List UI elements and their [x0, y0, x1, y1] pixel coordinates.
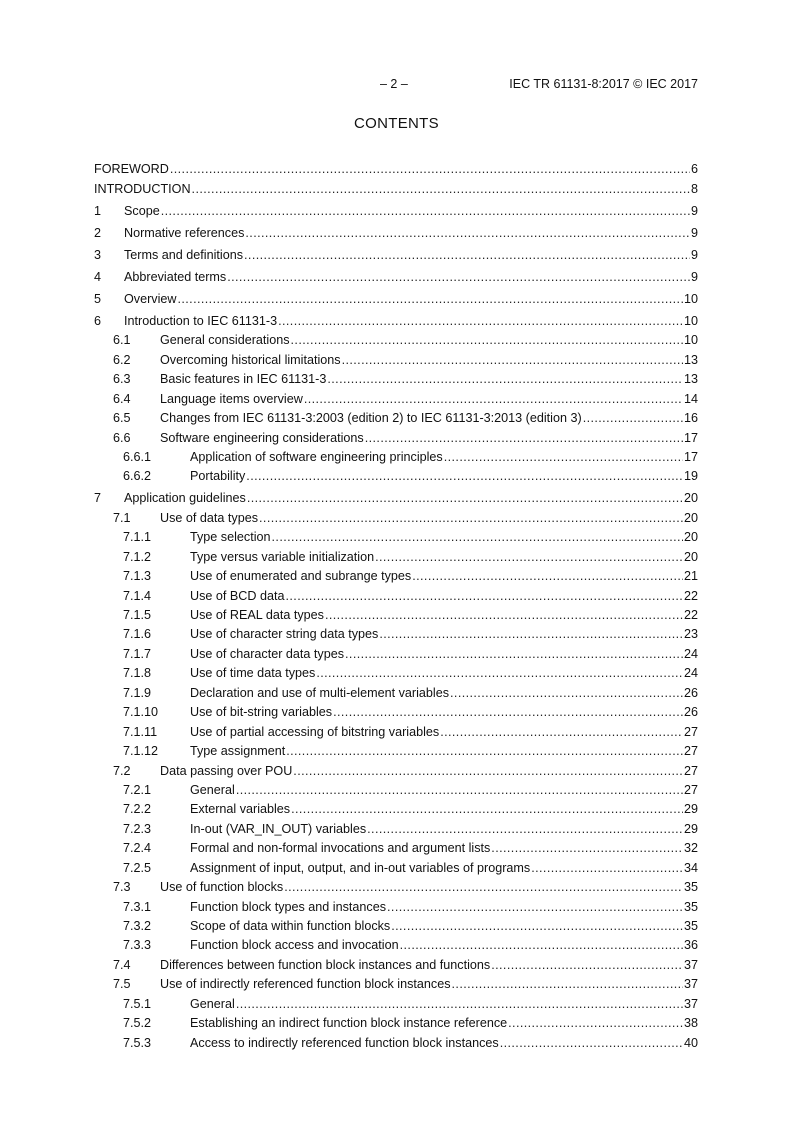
toc-entry-title: Use of indirectly referenced function block instances	[160, 977, 451, 992]
toc-entry-number: 6.6	[113, 430, 131, 445]
toc-entry-number: 7.2.1	[123, 782, 152, 797]
dot-leader	[161, 204, 690, 219]
dot-leader	[304, 392, 683, 407]
toc-entry-title: Abbreviated terms	[124, 269, 227, 284]
toc-entry[interactable]	[94, 565, 698, 584]
toc-entry-page: 22	[683, 608, 698, 622]
toc-entry-number: 6.5	[113, 411, 131, 426]
toc-entry-title: Software engineering considerations	[160, 430, 364, 445]
toc-entry[interactable]	[94, 623, 698, 642]
toc-entry-page: 21	[683, 569, 698, 584]
toc-entry-page: 36	[683, 938, 698, 953]
dot-leader	[400, 938, 683, 953]
dot-leader	[531, 861, 683, 876]
toc-entry[interactable]	[94, 662, 698, 681]
toc-entry-number: 6.3	[113, 372, 131, 387]
toc-entry-number: 7.1.7	[123, 646, 152, 661]
toc-entry-number: 7.1.12	[123, 744, 159, 759]
toc-entry-title: Scope	[124, 203, 160, 218]
toc-entry-title: Differences between function block instances and functions	[160, 957, 491, 972]
toc-entry-title: Assignment of input, output, and in-out variables of programs	[190, 860, 531, 875]
toc-entry-title: Use of data types	[160, 510, 259, 525]
toc-entry-page: 17	[683, 430, 698, 445]
toc-entry[interactable]	[94, 197, 698, 219]
toc-entry-page: 37	[683, 996, 698, 1011]
toc-entry-number: 7.3.2	[123, 919, 152, 933]
dot-leader	[245, 226, 690, 241]
toc-entry-number: 7.1.1	[123, 530, 152, 545]
dot-leader	[452, 977, 683, 992]
toc-entry-page: 19	[683, 469, 698, 484]
toc-entry[interactable]	[94, 329, 698, 348]
toc-entry[interactable]	[94, 701, 698, 720]
dot-leader	[365, 431, 683, 446]
toc-entry-page: 6	[690, 162, 698, 177]
toc-entry-page: 38	[683, 1016, 698, 1031]
document-reference: IEC TR 61131-8:2017 © IEC 2017	[509, 77, 698, 91]
toc-entry[interactable]	[94, 895, 698, 914]
dot-leader	[286, 744, 683, 759]
dot-leader	[259, 511, 683, 526]
toc-entry-number: 7.1.6	[123, 627, 152, 642]
toc-entry-title: Application of software engineering principles	[190, 449, 443, 464]
toc-entry-number: 7.1	[113, 510, 131, 525]
toc-entry-number: 4	[94, 269, 102, 284]
toc-entry-title: Use of character data types	[190, 646, 345, 661]
dot-leader	[192, 182, 690, 197]
toc-entry-number: 7.2.5	[123, 860, 152, 875]
toc-entry-title: Function block types and instances	[190, 899, 387, 914]
toc-entry-page: 37	[683, 957, 698, 972]
toc-entry-number: 7.2.4	[123, 841, 152, 856]
toc-entry-number: 7.5.3	[123, 1035, 152, 1050]
dot-leader	[327, 372, 683, 387]
toc-entry-page: 29	[683, 802, 698, 817]
toc-entry-page: 13	[683, 372, 698, 387]
toc-entry-title: Use of partial accessing of bitstring variables	[190, 724, 440, 739]
toc-entry-title: Portability	[190, 469, 246, 484]
toc-entry[interactable]	[94, 285, 698, 307]
toc-entry[interactable]	[94, 1012, 698, 1031]
toc-entry-title: Language items overview	[160, 391, 303, 406]
dot-leader	[367, 822, 683, 837]
toc-entry[interactable]	[94, 934, 698, 953]
toc-entry-page: 9	[690, 203, 698, 218]
toc-entry-page: 35	[683, 899, 698, 914]
toc-entry-title: Use of enumerated and subrange types	[190, 569, 412, 584]
toc-entry-page: 29	[683, 821, 698, 836]
toc-entry[interactable]	[94, 526, 698, 545]
toc-entry-number: 7.5.2	[123, 1016, 152, 1031]
toc-entry[interactable]	[94, 973, 698, 992]
dot-leader	[583, 411, 683, 426]
toc-entry-title: Use of REAL data types	[190, 608, 324, 622]
dot-leader	[246, 469, 683, 484]
dot-leader	[391, 919, 683, 934]
dot-leader	[236, 997, 683, 1012]
toc-entry-page: 16	[683, 411, 698, 426]
toc-entry-page: 9	[690, 247, 698, 262]
dot-leader	[316, 666, 683, 681]
toc-entry-page: 10	[683, 333, 698, 348]
toc-entry-page: 17	[683, 449, 698, 464]
toc-entry[interactable]	[94, 484, 698, 506]
toc-entry[interactable]	[94, 837, 698, 856]
toc-entry[interactable]	[94, 584, 698, 603]
toc-entry-title: Use of character string data types	[190, 627, 379, 642]
dot-leader	[379, 627, 683, 642]
toc-entry[interactable]	[94, 642, 698, 661]
toc-entry[interactable]	[94, 407, 698, 426]
toc-entry[interactable]	[94, 241, 698, 263]
toc-entry-title: Terms and definitions	[124, 247, 244, 262]
toc-entry-title: External variables	[190, 802, 291, 817]
toc-entry-title: Access to indirectly referenced function block instances	[190, 1035, 499, 1050]
dot-leader	[508, 1016, 683, 1031]
toc-entry-title: In-out (VAR_IN_OUT) variables	[190, 821, 367, 836]
toc-entry-number: 7.1.4	[123, 588, 152, 603]
toc-entry-title: Type versus variable initialization	[190, 549, 375, 564]
dot-leader	[325, 608, 683, 623]
toc-entry-page: 27	[683, 763, 698, 778]
dot-leader	[291, 333, 683, 348]
dot-leader	[291, 802, 683, 817]
toc-entry-title: Overview	[124, 291, 177, 306]
toc-entry-number: 6	[94, 313, 102, 328]
toc-entry-title: Application guidelines	[124, 491, 246, 506]
toc-entry-page: 9	[690, 225, 698, 240]
toc-entry-page: 27	[683, 744, 698, 759]
dot-leader	[412, 569, 683, 584]
toc-entry[interactable]	[94, 177, 698, 196]
toc-entry-page: 20	[683, 530, 698, 545]
toc-entry-page: 24	[683, 646, 698, 661]
toc-entry-title: Function block access and invocation	[190, 938, 399, 953]
dot-leader	[387, 900, 683, 915]
toc-entry[interactable]	[94, 856, 698, 875]
toc-entry-title: General	[190, 782, 235, 797]
toc-entry-number: 7.3.1	[123, 899, 152, 914]
toc-entry-number: 7.4	[113, 957, 131, 972]
toc-entry[interactable]	[94, 953, 698, 972]
toc-entry[interactable]	[94, 545, 698, 564]
toc-entry-number: 6.6.1	[123, 449, 152, 464]
dot-leader	[333, 705, 683, 720]
toc-entry-page: 27	[683, 724, 698, 739]
toc-entry-title: Basic features in IEC 61131-3	[160, 372, 327, 387]
toc-entry-page: 40	[683, 1035, 698, 1050]
toc-entry[interactable]	[94, 915, 698, 934]
dot-leader	[272, 530, 683, 545]
toc-entry-title: Use of time data types	[190, 666, 316, 681]
toc-entry-number: 6.2	[113, 352, 131, 367]
dot-leader	[491, 841, 683, 856]
toc-entry-page: 8	[690, 181, 698, 196]
toc-entry-title: Formal and non-formal invocations and argument lists	[190, 841, 491, 856]
toc-entry-title: Scope of data within function blocks	[190, 919, 391, 933]
dot-leader	[247, 491, 683, 506]
toc-entry[interactable]	[94, 426, 698, 445]
toc-entry-number: 7.5.1	[123, 996, 152, 1011]
toc-entry-title: Introduction to IEC 61131-3	[124, 313, 278, 328]
toc-entry-number: 7	[94, 491, 102, 506]
toc-entry-title: Type selection	[190, 530, 271, 545]
toc-entry-page: 23	[683, 627, 698, 642]
toc-entry[interactable]	[94, 465, 698, 484]
toc-entry-page: 20	[683, 491, 698, 506]
toc-entry-page: 20	[683, 549, 698, 564]
dot-leader	[491, 958, 683, 973]
toc-entry-number: 7.1.3	[123, 569, 152, 584]
toc-entry-title: FOREWORD	[94, 162, 169, 177]
toc-entry[interactable]	[94, 219, 698, 241]
dot-leader	[345, 647, 683, 662]
toc-entry-number: 6.1	[113, 333, 131, 348]
toc-entry-number: 7.2.3	[123, 821, 152, 836]
dot-leader	[444, 450, 683, 465]
toc-entry-number: 7.2	[113, 763, 131, 778]
toc-entry-page: 32	[683, 841, 698, 856]
dot-leader	[170, 162, 690, 177]
toc-entry[interactable]	[94, 817, 698, 836]
toc-entry-number: 7.5	[113, 977, 131, 992]
toc-entry-page: 22	[683, 588, 698, 603]
dot-leader	[500, 1036, 683, 1051]
toc-entry-number: 6.6.2	[123, 469, 152, 484]
toc-entry-title: Establishing an indirect function block instance reference	[190, 1016, 508, 1031]
toc-entry-page: 37	[683, 977, 698, 992]
toc-entry[interactable]	[94, 368, 698, 387]
toc-entry-title: Use of function blocks	[160, 880, 284, 895]
dot-leader	[342, 353, 683, 368]
dot-leader	[177, 292, 683, 307]
toc-entry-page: 24	[683, 666, 698, 681]
toc-entry[interactable]	[94, 604, 698, 623]
toc-entry-number: 3	[94, 247, 102, 262]
dot-leader	[450, 686, 683, 701]
toc-entry-number: 7.1.5	[123, 608, 152, 622]
toc-entry-page: 14	[683, 391, 698, 406]
toc-entry[interactable]	[94, 876, 698, 895]
toc-entry[interactable]	[94, 506, 698, 525]
toc-entry[interactable]	[94, 759, 698, 778]
toc-entry-title: Use of bit-string variables	[190, 705, 333, 720]
dot-leader	[375, 550, 683, 565]
toc-entry-title: INTRODUCTION	[94, 181, 191, 196]
toc-entry[interactable]	[94, 1031, 698, 1050]
toc-entry-page: 13	[683, 352, 698, 367]
toc-entry-page: 9	[690, 269, 698, 284]
toc-entry-page: 26	[683, 705, 698, 720]
toc-entry[interactable]	[94, 740, 698, 759]
dot-leader	[227, 270, 690, 285]
toc-entry[interactable]	[94, 387, 698, 406]
toc-entry-number: 7.1.11	[123, 724, 158, 739]
toc-entry-page: 35	[683, 880, 698, 895]
toc-entry[interactable]	[94, 992, 698, 1011]
toc-entry-title: General considerations	[160, 333, 290, 348]
toc-entry-page: 35	[683, 919, 698, 933]
toc-entry-title: Changes from IEC 61131-3:2003 (edition 2) to IEC 61131-3:2013 (edition 3)	[160, 411, 582, 426]
toc-entry-page: 26	[683, 685, 698, 700]
toc-entry-page: 10	[683, 291, 698, 306]
contents-title: CONTENTS	[354, 115, 439, 132]
toc-entry[interactable]	[94, 158, 698, 177]
toc-entry[interactable]	[94, 446, 698, 465]
toc-entry-title: Normative references	[124, 225, 245, 240]
toc-entry[interactable]	[94, 798, 698, 817]
toc-entry-number: 7.1.10	[123, 705, 159, 720]
toc-entry[interactable]	[94, 307, 698, 329]
toc-entry-number: 7.2.2	[123, 802, 152, 817]
dot-leader	[284, 880, 683, 895]
toc-entry-page: 10	[683, 313, 698, 328]
dot-leader	[293, 764, 683, 779]
toc-entry[interactable]	[94, 681, 698, 700]
toc-entry-number: 7.3	[113, 880, 131, 895]
toc-entry-number: 7.1.8	[123, 666, 152, 681]
toc-entry-number: 7.1.2	[123, 549, 152, 564]
toc-entry-page: 34	[683, 860, 698, 875]
toc-entry-title: Use of BCD data	[190, 588, 285, 603]
toc-entry-number: 1	[94, 203, 102, 218]
dot-leader	[286, 589, 683, 604]
toc-entry-title: General	[190, 996, 235, 1011]
toc-entry-number: 7.3.3	[123, 938, 152, 953]
toc-entry[interactable]	[94, 263, 698, 285]
page-number: – 2 –	[380, 77, 408, 91]
dot-leader	[236, 783, 683, 798]
toc-entry-number: 5	[94, 291, 102, 306]
toc-entry-title: Overcoming historical limitations	[160, 352, 341, 367]
toc-entry-page: 20	[683, 510, 698, 525]
dot-leader	[278, 314, 683, 329]
toc-entry-number: 6.4	[113, 391, 131, 406]
toc-entry-number: 2	[94, 225, 102, 240]
toc-entry-title: Declaration and use of multi-element variables	[190, 685, 450, 700]
toc-entry-title: Type assignment	[190, 744, 286, 759]
toc-entry[interactable]	[94, 348, 698, 367]
table-of-contents	[94, 158, 698, 1051]
toc-entry-title: Data passing over POU	[160, 763, 293, 778]
dot-leader	[244, 248, 690, 263]
dot-leader	[440, 725, 683, 740]
toc-entry[interactable]	[94, 779, 698, 798]
toc-entry-page: 27	[683, 782, 698, 797]
toc-entry-number: 7.1.9	[123, 685, 152, 700]
toc-entry[interactable]	[94, 720, 698, 739]
